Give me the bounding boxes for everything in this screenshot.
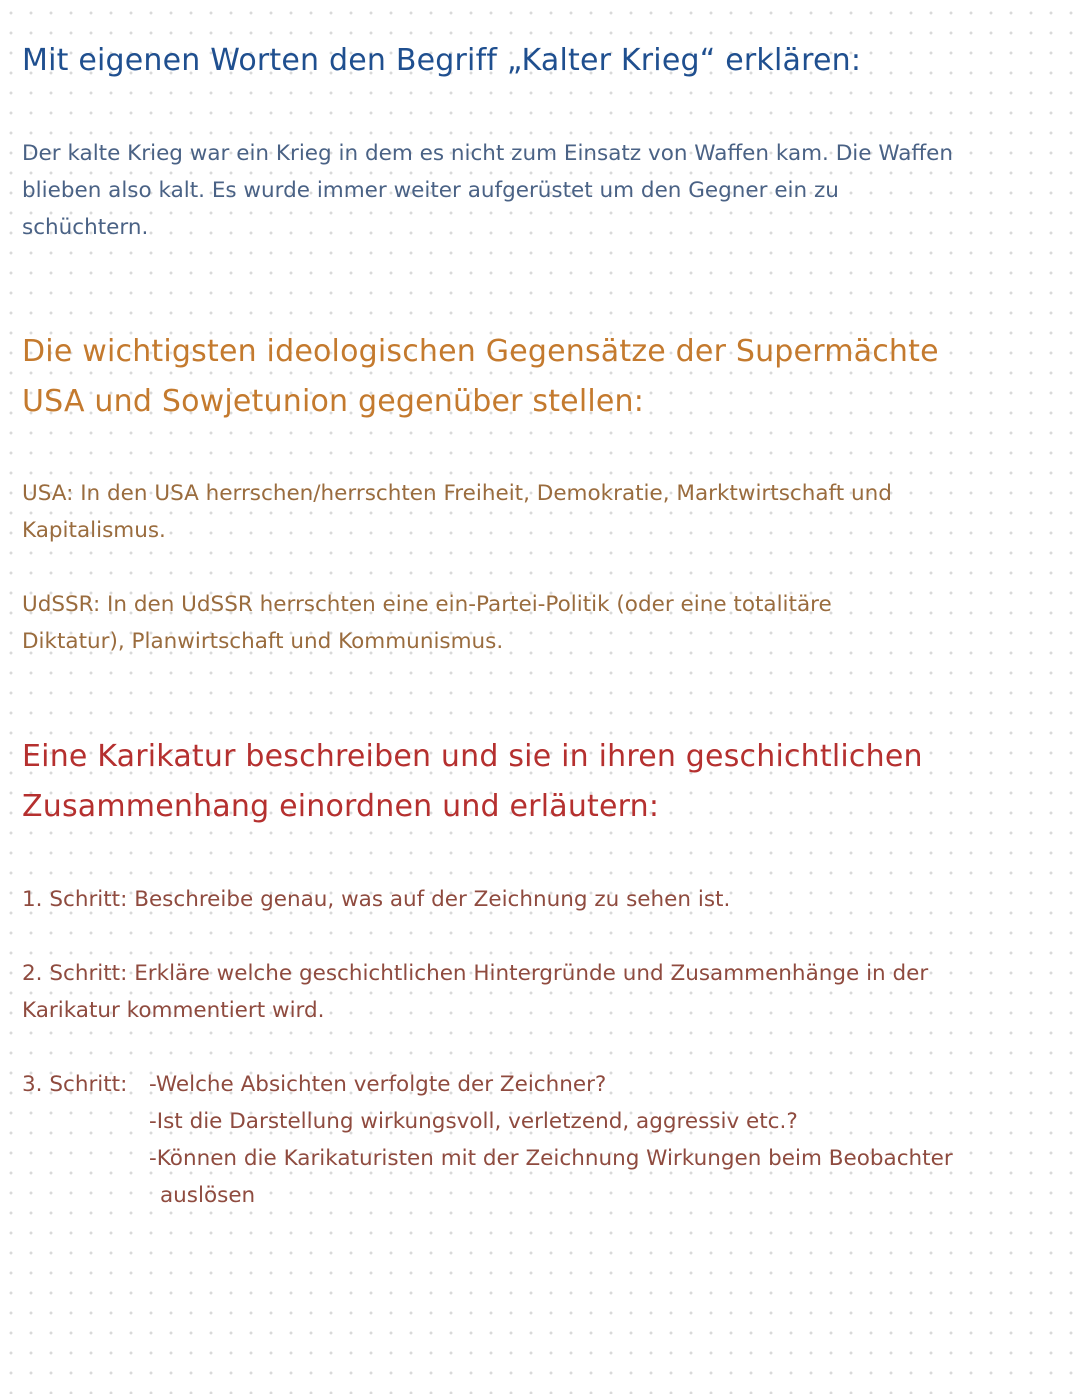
text-line: 2. Schritt: Erkläre welche geschichtlichen Hintergründe und Zusammenhänge in der — [22, 961, 929, 986]
section-heading-karikatur — [22, 732, 923, 832]
step-3-bullets — [149, 1066, 953, 1214]
heading-line: Die wichtigsten ideologischen Gegensätze der Supermächte — [22, 334, 939, 369]
bullet-item: -Können die Karikaturisten mit der Zeichnung Wirkungen beim Beobachter — [149, 1146, 953, 1171]
step-2 — [22, 955, 928, 1029]
text-line: Diktatur), Planwirtschaft und Kommunismus. — [22, 629, 504, 654]
step-1 — [22, 881, 730, 918]
text-line: Karikatur kommentiert wird. — [22, 998, 325, 1023]
section-heading-kalter-krieg: Mit eigenen Worten den Begriff „Kalter Krieg“ erklären: — [22, 43, 862, 78]
text-line: USA: In den USA herrschen/herrschten Freiheit, Demokratie, Marktwirtschaft und — [22, 481, 892, 506]
heading-line: Eine Karikatur beschreiben und sie in ihren geschichtlichen — [22, 739, 923, 774]
text-line: UdSSR: In den UdSSR herrschten eine ein-Partei-Politik (oder eine totalitäre — [22, 592, 832, 617]
udssr-paragraph — [22, 586, 832, 660]
usa-paragraph — [22, 475, 892, 549]
text-line: schüchtern. — [22, 215, 149, 240]
step-3-label — [22, 1066, 127, 1103]
text-line: Der kalte Krieg war ein Krieg in dem es nicht zum Einsatz von Waffen kam. Die Waffen — [22, 141, 954, 166]
step-3-label-text: 3. Schritt: — [22, 1072, 128, 1097]
kalter-krieg-explanation — [22, 135, 953, 246]
heading-line: Zusammenhang einordnen und erläutern: — [22, 789, 660, 824]
section-heading-gegensaetze — [22, 327, 939, 427]
bullet-continuation: auslösen — [160, 1183, 256, 1208]
text-line: blieben also kalt. Es wurde immer weiter aufgerüstet um den Gegner ein zu — [22, 178, 839, 203]
text-line: Kapitalismus. — [22, 518, 166, 543]
text-line: 1. Schritt: Beschreibe genau, was auf der Zeichnung zu sehen ist. — [22, 887, 731, 912]
bullet-item: -Welche Absichten verfolgte der Zeichner? — [149, 1072, 607, 1097]
heading-line: USA und Sowjetunion gegenüber stellen: — [22, 384, 645, 419]
bullet-item: -Ist die Darstellung wirkungsvoll, verletzend, aggressiv etc.? — [149, 1109, 798, 1134]
